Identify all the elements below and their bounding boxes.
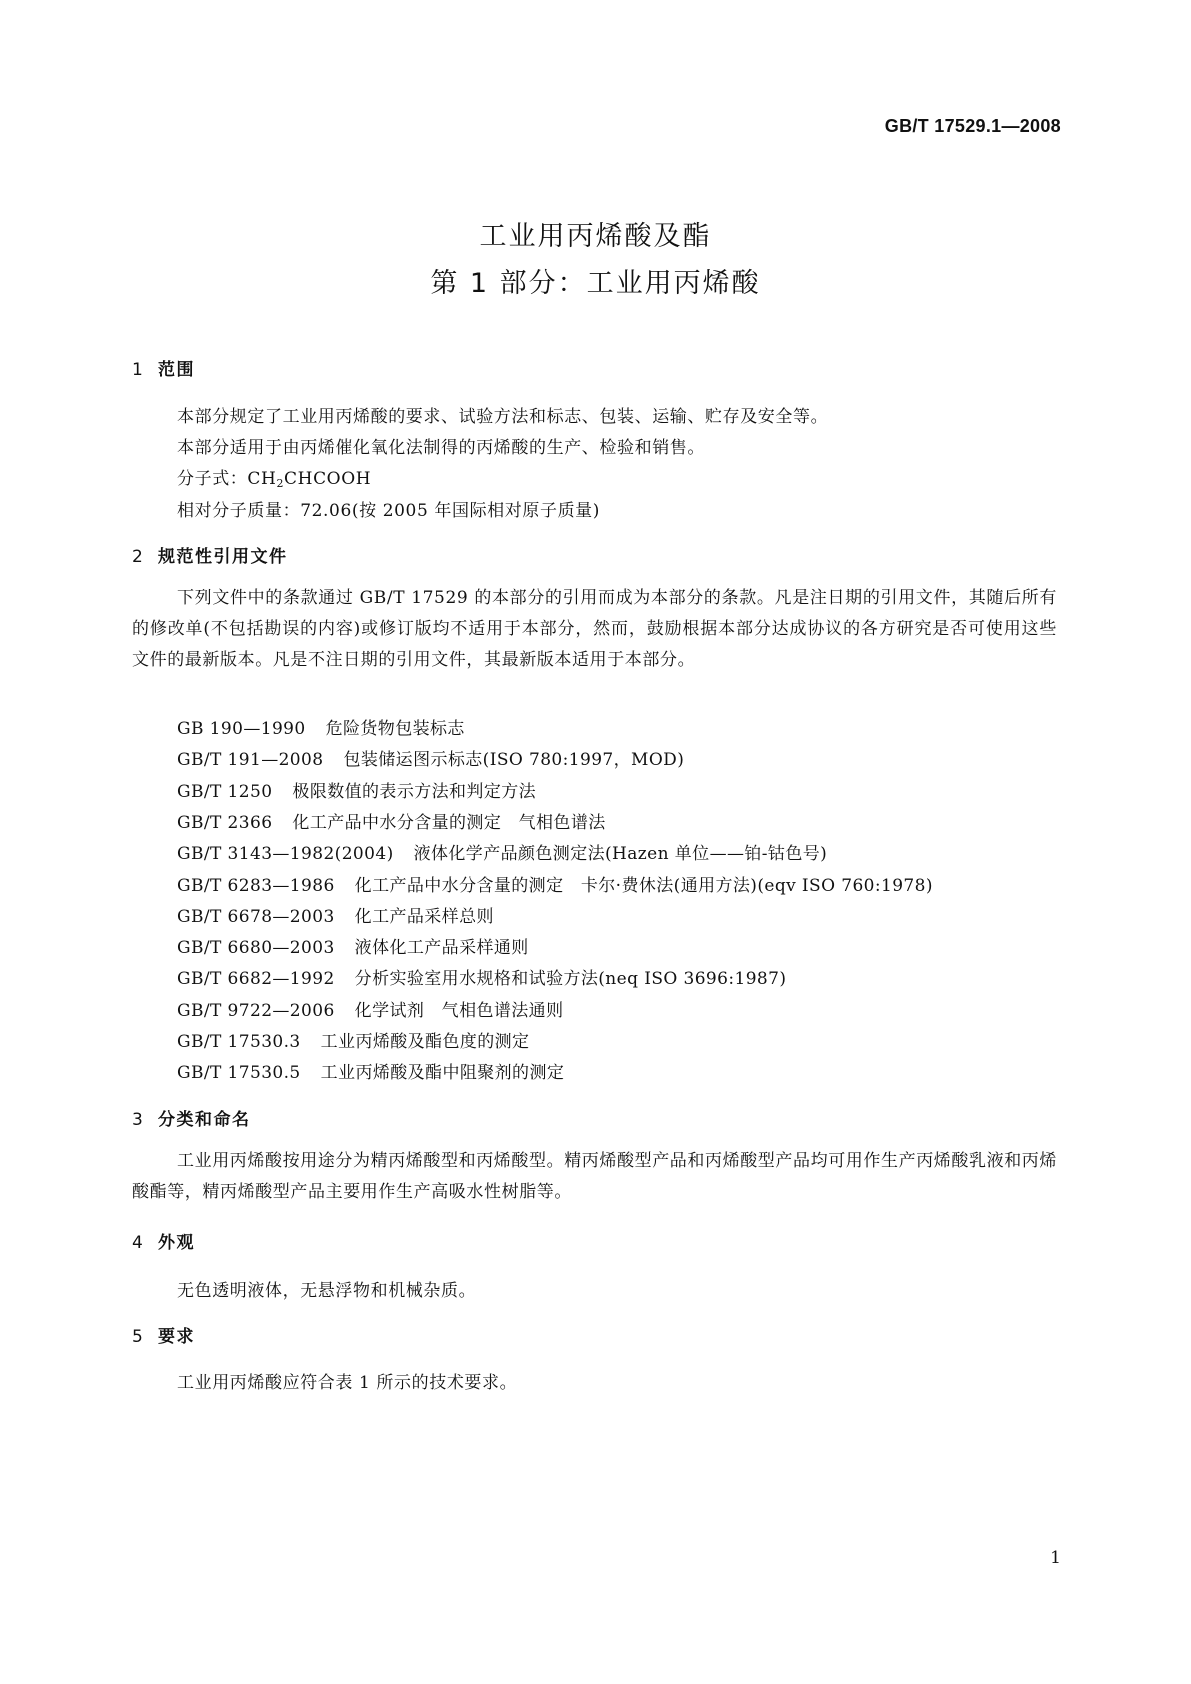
molecular-formula bbox=[177, 464, 371, 490]
section-number: 4 bbox=[132, 1233, 145, 1253]
section-title: 外观 bbox=[158, 1233, 195, 1253]
reference-title: 化工产品采样总则 bbox=[354, 906, 494, 927]
reference-item bbox=[177, 996, 563, 1021]
reference-title: 危险货物包装标志 bbox=[325, 719, 465, 739]
section-heading-appearance bbox=[132, 1228, 195, 1253]
formula-subscript: 2 bbox=[276, 477, 285, 490]
reference-item bbox=[177, 902, 494, 927]
reference-code: GB/T 6680—2003 bbox=[177, 938, 335, 959]
formula-prefix: 分子式：CH bbox=[177, 469, 277, 489]
document-title: 工业用丙烯酸及酯 bbox=[479, 221, 712, 252]
section-heading-requirements bbox=[132, 1322, 195, 1347]
reference-code: GB/T 6283—1986 bbox=[177, 875, 335, 896]
reference-code: GB/T 6678—2003 bbox=[177, 906, 335, 927]
section-heading-normative-references bbox=[132, 542, 288, 567]
section-title: 范围 bbox=[158, 360, 195, 380]
section-number: 3 bbox=[132, 1110, 145, 1130]
reference-code: GB/T 17530.5 bbox=[177, 1063, 301, 1084]
reference-title: 分析实验室用水规格和试验方法(neq ISO 3696:1987) bbox=[354, 969, 787, 990]
section-title: 分类和命名 bbox=[158, 1110, 251, 1130]
reference-title: 化学试剂 气相色谱法通则 bbox=[354, 1000, 564, 1021]
reference-code: GB/T 2366 bbox=[177, 812, 273, 833]
reference-code: GB/T 191—2008 bbox=[177, 750, 324, 771]
requirements-paragraph: 工业用丙烯酸应符合表 1 所示的技术要求。 bbox=[177, 1373, 518, 1393]
appearance-paragraph: 无色透明液体，无悬浮物和机械杂质。 bbox=[177, 1281, 477, 1301]
reference-code: GB 190—1990 bbox=[177, 719, 306, 739]
reference-item bbox=[177, 839, 827, 864]
section-heading-classification bbox=[132, 1105, 251, 1130]
classification-paragraph: 工业用丙烯酸按用途分为精丙烯酸型和丙烯酸型。精丙烯酸型产品和丙烯酸型产品均可用作生产丙烯酸乳液和丙烯酸酯等，精丙烯酸型产品主要用作生产高吸水性树脂等。 bbox=[132, 1151, 1057, 1202]
standard-code: GB/T 17529.1—2008 bbox=[884, 116, 1061, 136]
reference-title: 液体化工产品采样通则 bbox=[354, 938, 529, 959]
reference-item bbox=[177, 1058, 564, 1083]
reference-title: 化工产品中水分含量的测定 卡尔·费休法(通用方法)(eqv ISO 760:1978) bbox=[354, 875, 933, 896]
document-subtitle: 第 1 部分：工业用丙烯酸 bbox=[430, 268, 761, 299]
reference-title: 工业丙烯酸及酯中阻聚剂的测定 bbox=[320, 1063, 565, 1084]
reference-title: 工业丙烯酸及酯色度的测定 bbox=[320, 1032, 530, 1052]
reference-title: 极限数值的表示方法和判定方法 bbox=[292, 781, 537, 802]
reference-title: 包装储运图示标志(ISO 780:1997，MOD) bbox=[343, 750, 685, 771]
reference-title: 化工产品中水分含量的测定 气相色谱法 bbox=[292, 812, 606, 833]
reference-item bbox=[177, 933, 529, 958]
reference-item bbox=[177, 964, 786, 989]
scope-paragraph-1: 本部分规定了工业用丙烯酸的要求、试验方法和标志、包装、运输、贮存及安全等。 bbox=[177, 407, 829, 427]
section-number: 2 bbox=[132, 547, 145, 567]
reference-code: GB/T 3143—1982(2004) bbox=[177, 844, 394, 865]
reference-item bbox=[177, 745, 684, 770]
reference-code: GB/T 9722—2006 bbox=[177, 1000, 335, 1021]
section-title: 规范性引用文件 bbox=[158, 547, 288, 567]
reference-item bbox=[177, 1027, 529, 1052]
page-number: 1 bbox=[1050, 1548, 1061, 1568]
section-number: 1 bbox=[132, 360, 145, 380]
formula-suffix: CHCOOH bbox=[284, 469, 372, 489]
scope-paragraph-2: 本部分适用于由丙烯催化氧化法制得的丙烯酸的生产、检验和销售。 bbox=[177, 438, 705, 458]
reference-code: GB/T 1250 bbox=[177, 781, 273, 802]
section-heading-scope bbox=[132, 355, 195, 380]
reference-code: GB/T 17530.3 bbox=[177, 1032, 301, 1052]
reference-title: 液体化学产品颜色测定法(Hazen 单位——铂-钴色号) bbox=[413, 844, 828, 865]
reference-item bbox=[177, 808, 606, 833]
reference-item bbox=[177, 714, 465, 739]
section-title: 要求 bbox=[158, 1327, 195, 1347]
molecular-mass: 相对分子质量：72.06(按 2005 年国际相对原子质量) bbox=[177, 501, 601, 521]
reference-code: GB/T 6682—1992 bbox=[177, 969, 335, 990]
reference-item bbox=[177, 777, 536, 802]
section-number: 5 bbox=[132, 1327, 145, 1347]
reference-item bbox=[177, 871, 933, 896]
references-intro: 下列文件中的条款通过 GB/T 17529 的本部分的引用而成为本部分的条款。凡是注日期的引用文件，其随后所有的修改单(不包括勘误的内容)或修订版均不适用于本部分，然而，鼓励根据本部分达成协议的各方研究是否可使用这些文件的最新版本。凡是不注日期的引用文件，其最新版本适用于本部分。 bbox=[132, 588, 1057, 670]
